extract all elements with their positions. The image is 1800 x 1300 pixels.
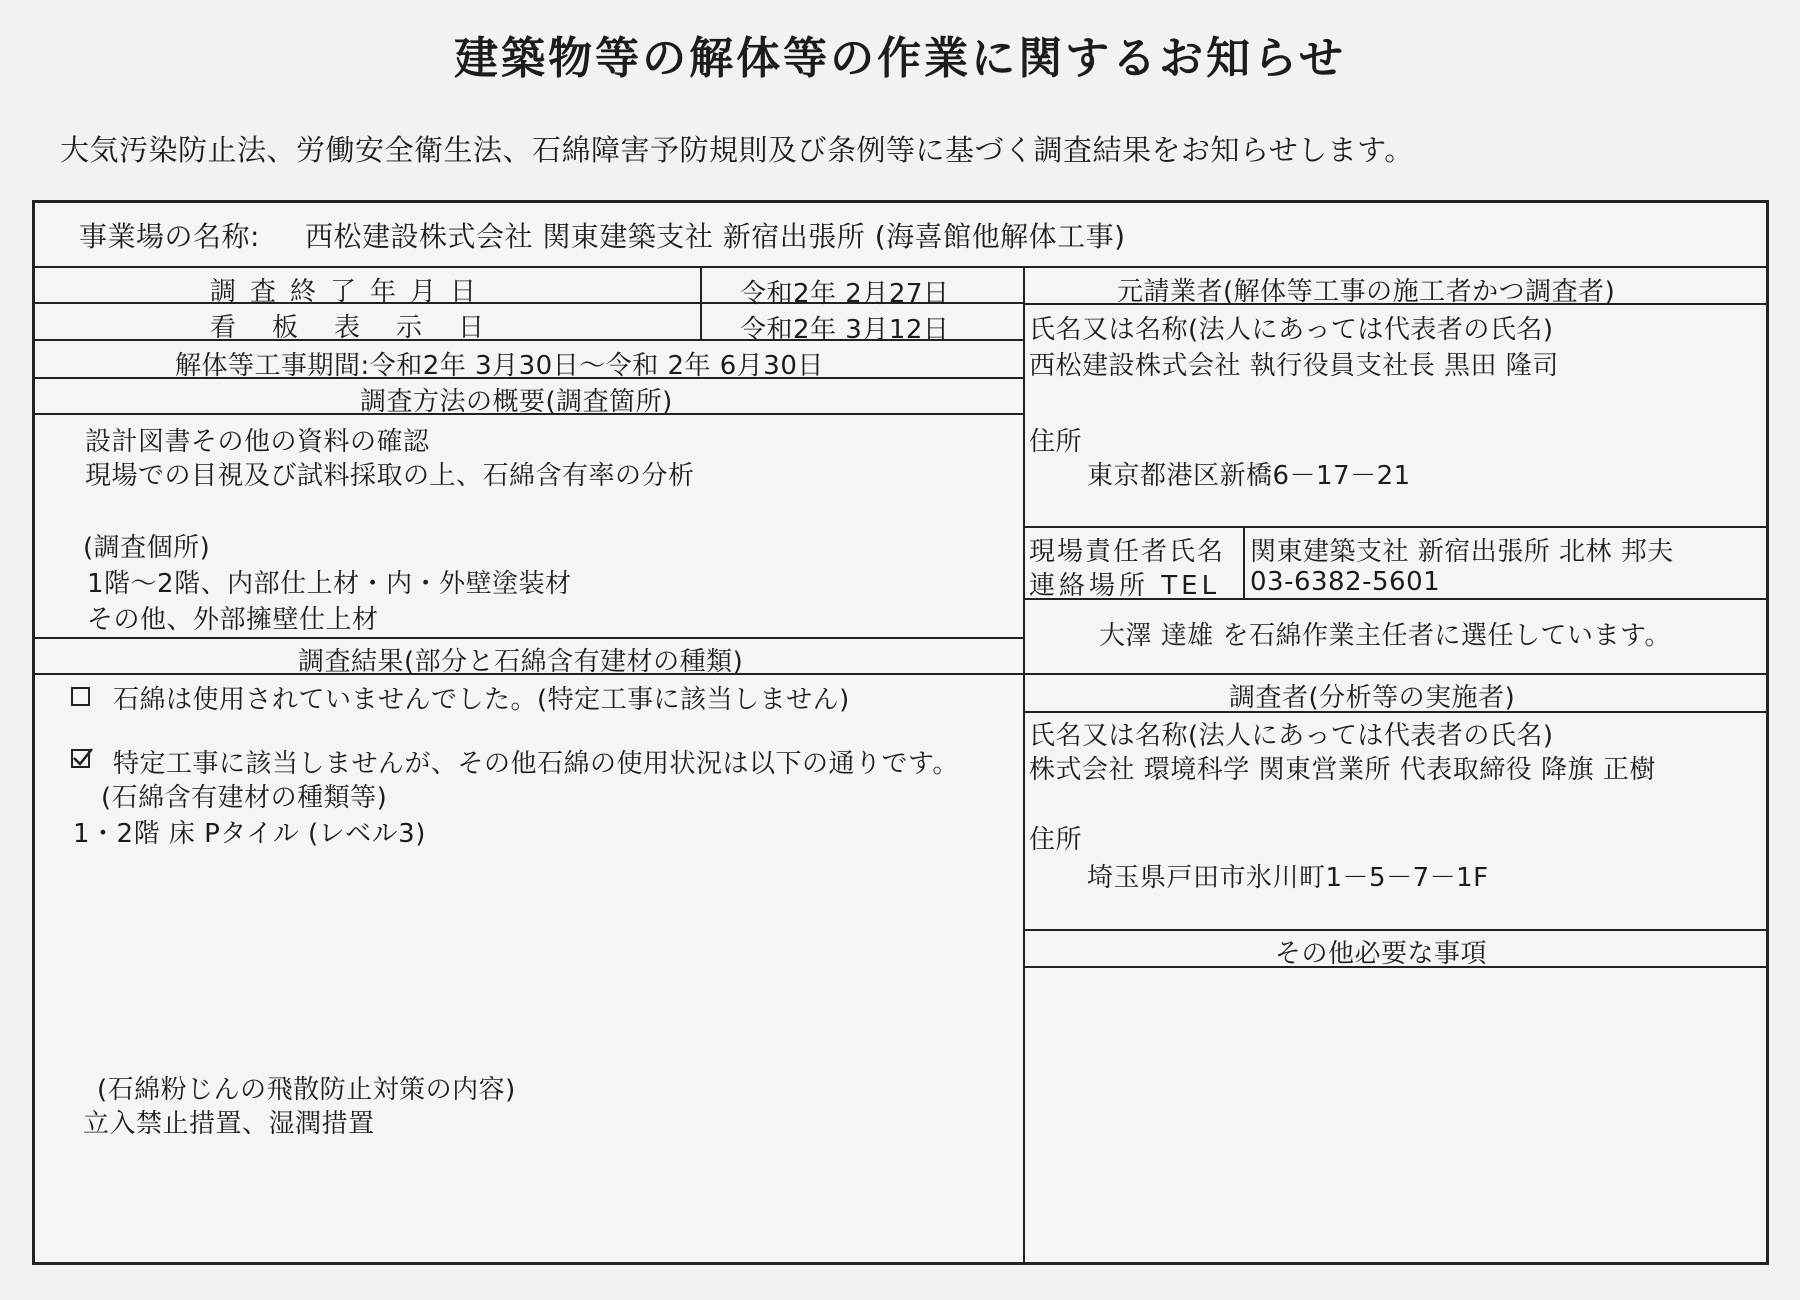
divider <box>1023 673 1766 675</box>
site-name-label: 事業場の名称: <box>79 220 260 253</box>
other-header: その他必要な事項 <box>1275 939 1488 969</box>
divider <box>1023 929 1766 931</box>
intro-text: 大気汚染防止法、労働安全衛生法、石綿障害予防規則及び条例等に基づく調査結果をお知らせします。 <box>60 133 1414 167</box>
checkbox-unchecked-icon <box>71 687 90 706</box>
checkbox-checked-icon <box>71 749 90 768</box>
divider <box>35 266 1766 268</box>
method-line: 設計図書その他の資料の確認 <box>85 427 430 457</box>
result-option-2: 特定工事に該当しませんが、その他石綿の使用状況は以下の通りです。 <box>113 749 959 779</box>
measures-value: 立入禁止措置、湿潤措置 <box>83 1109 375 1139</box>
contractor-address-label: 住所 <box>1029 427 1083 457</box>
result-option-1: 石綿は使用されていませんでした。(特定工事に該当しません) <box>113 685 850 715</box>
notice-board <box>32 200 1769 1265</box>
survey-end-label: 調査終了年月日 <box>210 277 491 307</box>
surveyor-name-label: 氏名又は名称(法人にあっては代表者の氏名) <box>1029 721 1554 751</box>
divider <box>35 637 1023 639</box>
contractor-name-value: 西松建設株式会社 執行役員支社長 黒田 隆司 <box>1029 351 1559 381</box>
results-header: 調査結果(部分と石綿含有建材の種類) <box>298 647 744 677</box>
site-manager-label: 現場責任者氏名 <box>1029 537 1226 567</box>
method-header: 調査方法の概要(調査箇所) <box>360 387 673 417</box>
site-name-value: 西松建設株式会社 関東建築支社 新宿出張所 (海喜館他解体工事) <box>305 220 1126 253</box>
survey-end-value: 令和2年 2月27日 <box>740 279 950 309</box>
contractor-header: 元請業者(解体等工事の施工者かつ調査者) <box>1117 277 1616 307</box>
measures-label: (石綿粉じんの飛散防止対策の内容) <box>97 1075 516 1105</box>
surveyor-header: 調査者(分析等の実施者) <box>1229 683 1516 713</box>
sign-date-value: 令和2年 3月12日 <box>740 315 950 345</box>
contractor-name-label: 氏名又は名称(法人にあっては代表者の氏名) <box>1029 315 1554 345</box>
surveyor-name-value: 株式会社 環境科学 関東営業所 代表取締役 降旗 正樹 <box>1029 755 1656 785</box>
site-manager-value: 関東建築支社 新宿出張所 北林 邦夫 <box>1250 537 1674 567</box>
places-line: 1階〜2階、内部仕上材・内・外壁塗装材 <box>87 569 572 599</box>
surveyor-address-label: 住所 <box>1029 825 1083 855</box>
divider <box>1023 266 1025 1262</box>
sign-date-label: 看板表示日 <box>210 313 521 343</box>
surveyor-address-value: 埼玉県戸田市氷川町1－5－7－1F <box>1087 863 1489 893</box>
materials-label: (石綿含有建材の種類等) <box>101 783 388 813</box>
divider <box>1023 526 1766 528</box>
contact-label: 連絡場所 TEL <box>1029 571 1221 601</box>
material-item: 1・2階 床 Pタイル (レベル3) <box>73 819 426 849</box>
page-title: 建築物等の解体等の作業に関するお知らせ <box>454 33 1346 84</box>
asbestos-supervisor: 大澤 達雄 を石綿作業主任者に選任しています。 <box>1099 621 1671 651</box>
work-period: 解体等工事期間:令和2年 3月30日〜令和 2年 6月30日 <box>175 351 824 381</box>
contractor-address-value: 東京都港区新橋6－17－21 <box>1087 461 1411 491</box>
divider <box>1243 526 1245 598</box>
places-label: (調査個所) <box>83 533 211 563</box>
places-line: その他、外部擁壁仕上材 <box>87 605 379 635</box>
method-line: 現場での目視及び試料採取の上、石綿含有率の分析 <box>85 461 695 491</box>
contact-phone: 03-6382-5601 <box>1250 567 1441 597</box>
